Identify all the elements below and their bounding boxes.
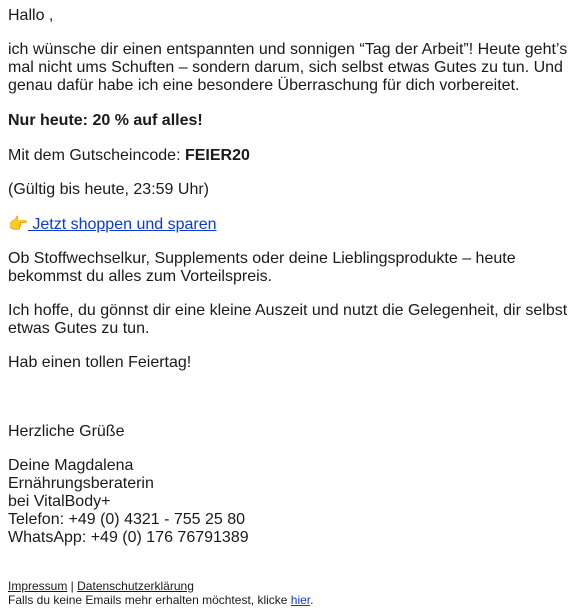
offer-headline: Nur heute: 20 % auf alles! [8,112,203,129]
shop-now-label: Jetzt shoppen und sparen [27,216,217,233]
footer-separator: | [67,579,78,593]
validity-note: (Gültig bis heute, 23:59 Uhr) [8,181,209,198]
closing-regards: Herzliche Grüße [8,423,125,440]
email-footer [8,579,572,607]
unsubscribe-text: Falls du keine Emails mehr erhalten möchtest, klicke [8,593,291,607]
signature-whatsapp: WhatsApp: +49 (0) 176 76791389 [8,529,249,546]
greeting: Hallo , [8,7,54,24]
signature-block [8,457,572,547]
voucher-code: FEIER20 [184,147,250,164]
signature-phone: Telefon: +49 (0) 4321 - 755 25 80 [8,511,246,528]
pointing-hand-icon: 👉 [8,216,28,233]
intro-paragraph: ich wünsche dir einen entspannten und sonnigen “Tag der Arbeit”! Heute geht’s mal nicht ums Schuften – sondern darum, sich selbst etwas Gutes zu tun. Und genau dafür habe ich eine besondere Überraschung für dich vorbereitet. [8,41,568,94]
cta-line [8,216,572,234]
voucher-line [8,147,572,165]
signature-title: Ernährungsberaterin [8,475,154,492]
signature-company: bei VitalBody+ [8,493,111,510]
shop-now-link[interactable] [8,216,217,233]
impressum-link[interactable]: Impressum [8,579,68,593]
unsubscribe-line [8,593,572,607]
unsubscribe-end: . [310,593,314,607]
products-paragraph: Ob Stoffwechselkur, Supplements oder deine Lieblingsprodukte – heute bekommst du alles zum Vorteilspreis. [8,250,516,285]
signature-name: Deine Magdalena [8,457,134,474]
hope-paragraph: Ich hoffe, du gönnst dir eine kleine Auszeit und nutzt die Gelegenheit, dir selbst etwas Gutes zu tun. [8,302,568,337]
holiday-wish: Hab einen tollen Feiertag! [8,354,192,371]
privacy-link[interactable]: Datenschutzerklärung [77,579,194,593]
footer-links-line [8,579,572,593]
voucher-prefix: Mit dem Gutscheincode: [8,147,185,164]
unsubscribe-link[interactable]: hier [290,593,311,607]
